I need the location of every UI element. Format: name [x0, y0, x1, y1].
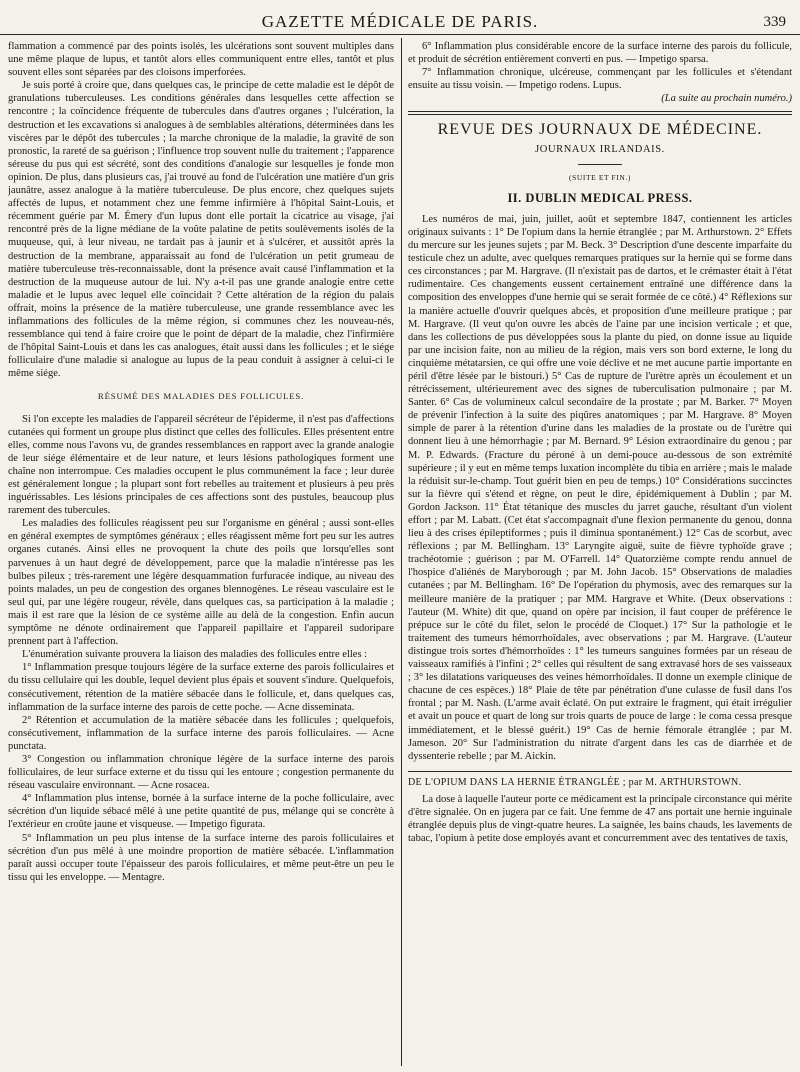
journal-title: GAZETTE MÉDICALE DE PARIS. — [261, 12, 539, 31]
paragraph: La dose à laquelle l'auteur porte ce médicament est la principale circonstance qui mérite d'être signalée. On en jugera par ce fait. Une femme de 47 ans portait une hernie inguinale étranglée depuis plus de vingt-quatre heures. La saignée, les bains chauds, les lavements de tabac, l'opium à petite dose employés avant et concurremment avec des tentatives de taxis, — [408, 793, 792, 845]
article-heading-block — [408, 771, 792, 789]
review-title: REVUE DES JOURNAUX DE MÉDECINE. — [437, 121, 763, 139]
column-divider — [401, 38, 402, 1066]
paragraph: flammation a commencé par des points isolés, les ulcérations sont souvent multiples dans une même plaque de lupus, et tantôt alors elles communiquent entre elles, tantôt et plus souvent elles sont séparées par des cloisons imperforées. — [8, 41, 394, 79]
list-item: 7° Inflammation chronique, ulcéreuse, commençant par les follicules et s'étendant ensuite au tissu voisin. — Impetigo rodens. Lupus. — [408, 67, 792, 92]
list-item: 5° Inflammation un peu plus intense de la surface interne des parois folliculaires et sécrétion d'un pus mêlé à une moindre proportion de matière sébacée. L'inflammation paraît aussi occuper toute l'épaisseur des parois folliculaires, et même peut-être un peu le tissu qui les enveloppe. — Mentagre. — [8, 832, 394, 883]
section-rule — [408, 111, 792, 115]
list-item: 4° Inflammation plus intense, bornée à la surface interne de la poche folliculaire, avec sécrétion d'un liquide sébacé mêlé à une petite quantité de pus, mélange qui se concrète à l'extérieur en croûte jaune et visqueuse. — Impetigo figurata. — [8, 793, 394, 831]
list-item: 6° Inflammation plus considérable encore de la surface interne des parois du follicule, et produit de sécrétion entièrement converti en pus. — Impetigo sparsa. — [408, 41, 792, 66]
section-heading: RÉSUMÉ DES MALADIES DES FOLLICULES. — [97, 391, 305, 402]
page-header — [0, 0, 800, 35]
suite-label: (SUITE ET FIN.) — [569, 172, 631, 182]
left-column — [8, 40, 394, 1066]
journals-label: JOURNAUX IRLANDAIS. — [535, 143, 665, 155]
paragraph: Si l'on excepte les maladies de l'appareil sécréteur de l'épiderme, il n'est pas d'affections cutanées qui forment un groupe plus distinct que celles des follicules. Elles présentent entre elles, comme nous l'avons vu, de grandes ressemblances en rapport avec la grande analogie de leur siége élémentaire et de leur nature, et leurs lésions pathologiques forment une chaîne non interrompue. Ces maladies occupent le plus communément la face ; leur durée est généralement longue ; la plupart sont fort rebelles au traitement et plusieurs à peu près inguérissables. Les lésions principales de ces affections sont des pustules, beaucoup plus rarement des tubercules. — [8, 413, 394, 517]
paragraph: Je suis porté à croire que, dans quelques cas, le principe de cette maladie est le dépôt de granulations tuberculeuses. Les conditions générales dans lesquelles cette affection se rencontre ; la coïncidence fréquente de tubercules dans d'autres organes ; l'ulcération, la destruction et les excavations si analogues à de semblables altérations, déterminées dans les viscères par le dépôt des tubercules ; la marche chronique de la maladie, la gravité de son pronostic, la rareté de sa guérison ; l'influence trop souvent nulle du traitement ; l'apparence séreuse du pus qui est sécrété, sont des conditions d'analogie sur lesquelles je fonde mon opinion. De plus, dans plusieurs cas, j'ai trouvé au fond de l'ulcération une matière d'un gris jaunâtre, assez analogue à la matière tuberculeuse. De plus encore, chez quelques sujets affectés de lupus, et notamment chez une femme infirmière à l'hôpital Saint-Louis, et récemment guérie par M. Émery d'un lupus dont elle portait la cicatrice au visage, j'ai rencontré près de la ligne médiane de la voûte palatine de petits soulèvements isolés de la muqueuse, qui, à leur niveau, ne tardait pas à jaunir et à s'ulcérer, et aussitôt après la destruction de la membrane, apparaissait au fond de l'ulcération un petit grumeau de matière tuberculeuse très-reconnaissable, dont la présence avait causé l'inflammation et la destruction de la muqueuse autour de lui. N'y a-t-il pas une grande analogie entre cette maladie et le lupus avec lequel elle coïncidait ? Cette altération de la région du palais offrait, moins la présence de la matière tuberculeuse, une grande ressemblance avec les inflammations des follicules de la même région, si communes chez les nouveau-nés, ressemblance qui tend à faire croire que le point de départ de la maladie, chez l'infirmière de l'hôpital Saint-Louis et dans les cas analogues, était aussi dans les follicules ; et le siége folliculaire d'une maladie si analogue au lupus de la peau conduit à assigner à celui-ci le même siége. — [8, 80, 394, 380]
list-item: 3° Congestion ou inflammation chronique légère de la surface interne des parois folliculaires, de leur surface externe et du tissu qui les entoure ; congestion permanente du réseau vasculaire environnant. — Acne rosacea. — [8, 753, 394, 792]
paragraph: L'énumération suivante prouvera la liaison des maladies des follicules entre elles : — [22, 649, 368, 661]
short-rule — [578, 164, 622, 165]
paragraph: Les maladies des follicules réagissent peu sur l'organisme en général ; aussi sont-elles en général exemptes de symptômes généraux ; elles réagissent même fort peu sur les autres organes cutanés. Ainsi elles ne provoquent la chute des poils que lorsqu'elles sont parvenues à un haut degré de développement, parce que la maladie n'intéresse pas les bulbes pileux ; très-rarement une légère desquammation furfuracée indique, au niveau des points malades, un peu de congestion des organes blennogènes. Le réseau vasculaire est le seul qui, par une légère rougeur, révèle, dans quelques cas, sa participation à la maladie ; mais il est rare que la lésion de ce système aille au delà de la congestion. Enfin aucun symptôme ne dénote ordinairement que l'appareil papillaire et l'appareil sudoripare prennent part à l'affection. — [8, 518, 394, 648]
article-rule — [408, 771, 792, 772]
paragraph: Les numéros de mai, juin, juillet, août et septembre 1847, contiennent les articles originaux suivants : 1° De l'opium dans la hernie étranglée ; par M. Arthurstown. 2° Effets du mercure sur les jeunes sujets ; par M. Beck. 3° Description d'une descente imparfaite du testicule chez un adulte, avec quelques remarques pratiques sur la hernie qui se forme dans ces circonstances ; par M. Hargrave. (Il n'existait pas de dartos, et le crémaster était à l'état rudimentaire. Ces changements eussent certainement entraîné une différence dans la composition des enveloppes d'une hernie qui se serait formée de ce côté.) 4° Réflexions sur la manière actuelle d'ouvrir quelques abcès, et proposition d'une meilleure pratique ; par M. Hargrave. (Il veut qu'on ouvre les abcès de l'aine par une incision verticale ; et que, dans les collections de pus développées sous la plante du pied, on donne issue au liquide par une incision faite, non au milieu de la région, mais vers son bord externe, le long du cinquième métatarsien, ce qui offre une voie déclive et ne met aucune partie importante en péril d'être lésée par le bistouri.) 5° Cas de rupture de l'urètre après un écoulement et un rétrécissement, ultérieurement avec des signes de tuberculisation pulmonaire ; par M. Santer. 6° Cas de volumineux calcul secondaire de la prostate ; par M. Barker. 7° Moyen de prévenir l'infection à la suite des piqûres anatomiques ; par M. Hargrave. 8° Moyen simple de parer à la rétention d'urine dans les maladies de la prostate ou de l'urètre qui donnent lieu à une hémorrhagie ; par M. Bernard. 9° Lésion extraordinaire du genou ; par M. P. Edwards. (Fracture du péroné à un demi-pouce au-dessous de son extrémité supérieure ; il y eut en même temps luxation incomplète du tibia en arrière ; mais le malade la réduisit sur-le-champ. Tout guérit bien en peu de temps.) 10° Considérations succinctes sur la fièvre qui s'étend et règne, on peut le dire, épidémiquement à Dublin ; par M. Gordon Jackson. 11° État tétanique des muscles du jarret gauche, résultant d'un violent effort ; par M. Labatt. (Cet état s'accompagnait d'une flexion permanente du genou, donna lieu à des crises épileptiformes ; puis il diminua spontanément.) 12° Cas de scorbut, avec réflexions ; par M. Bellingham. 13° Laryngite aiguë, suite de fièvre typhoïde grave ; trachéotomie ; guérison ; par M. O'Farrell. 14° Quatorzième compte rendu annuel de l'hospice d'aliénés de Maryborough ; par M. John Jacob. 15° Observations de maladies cutanées ; par M. Bellingham. 16° De l'opération du phymosis, avec des remarques sur la meilleure manière de la pratiquer ; par MM. Hargrave et White. (Deux observations : l'auteur (M. White) dit que, quand on opère par incision, il faut couper de préférence le prépuce sur le côté du filet, selon le procédé de Cloquet.) 17° Sur la pathologie et le traitement des tumeurs hémorrhoïdales, avec observations ; par M. Hargrave. (L'auteur distingue trois sortes d'hémorrhoïdes : 1° les tumeurs sanguines formées par un réseau de vaisseaux ramifiés à l'infini ; 2° celles qui résultent de sang extravasé hors de ses vaisseaux ; 3° les dilatations variqueuses des veines hémorrhoïdales. Il donne un exemple clinique de chacune de ces espèces.) 18° Plaie de tête par pénétration d'une culasse de fusil dans l'os frontal ; par M. Nash. (L'arme avait éclaté. On put extraire le fragment, qui était irrégulier et avait un pouce et quart de long sur trois quarts de pouce de large : le coma cessa presque immédiatement, et le blessé guérit.) 19° Cas de hernie fémorale étranglée ; par M. Jameson. 20° Sur l'administration du nitrate d'argent dans les cas de diarrhée et de dyssenterie rebelle ; par M. Aickin. — [408, 213, 792, 762]
page-number: 339 — [763, 14, 786, 30]
list-item: 2° Rétention et accumulation de la matière sébacée dans les follicules ; quelquefois, consécutivement, inflammation de la surface interne des parois folliculaires. — Acne punctata. — [8, 714, 394, 752]
article-heading: DE L'OPIUM DANS LA HERNIE ÉTRANGLÉE ; par M. ARTHURSTOWN. — [408, 776, 742, 788]
section-title: II. DUBLIN MEDICAL PRESS. — [507, 190, 693, 205]
right-column — [408, 40, 792, 1066]
list-item: 1° Inflammation presque toujours légère de la surface externe des parois folliculaires et du tissu cellulaire qui les double, lequel devient plus épais et souvent s'indure. Quelquefois, consécutivement, rétention de la matière sébacée dans le follicule, et, dans quelques cas, inflammation de la surface interne des parois de cette poche. — Acne disseminata. — [8, 662, 394, 713]
continuation-note: (La suite au prochain numéro.) — [661, 93, 792, 105]
